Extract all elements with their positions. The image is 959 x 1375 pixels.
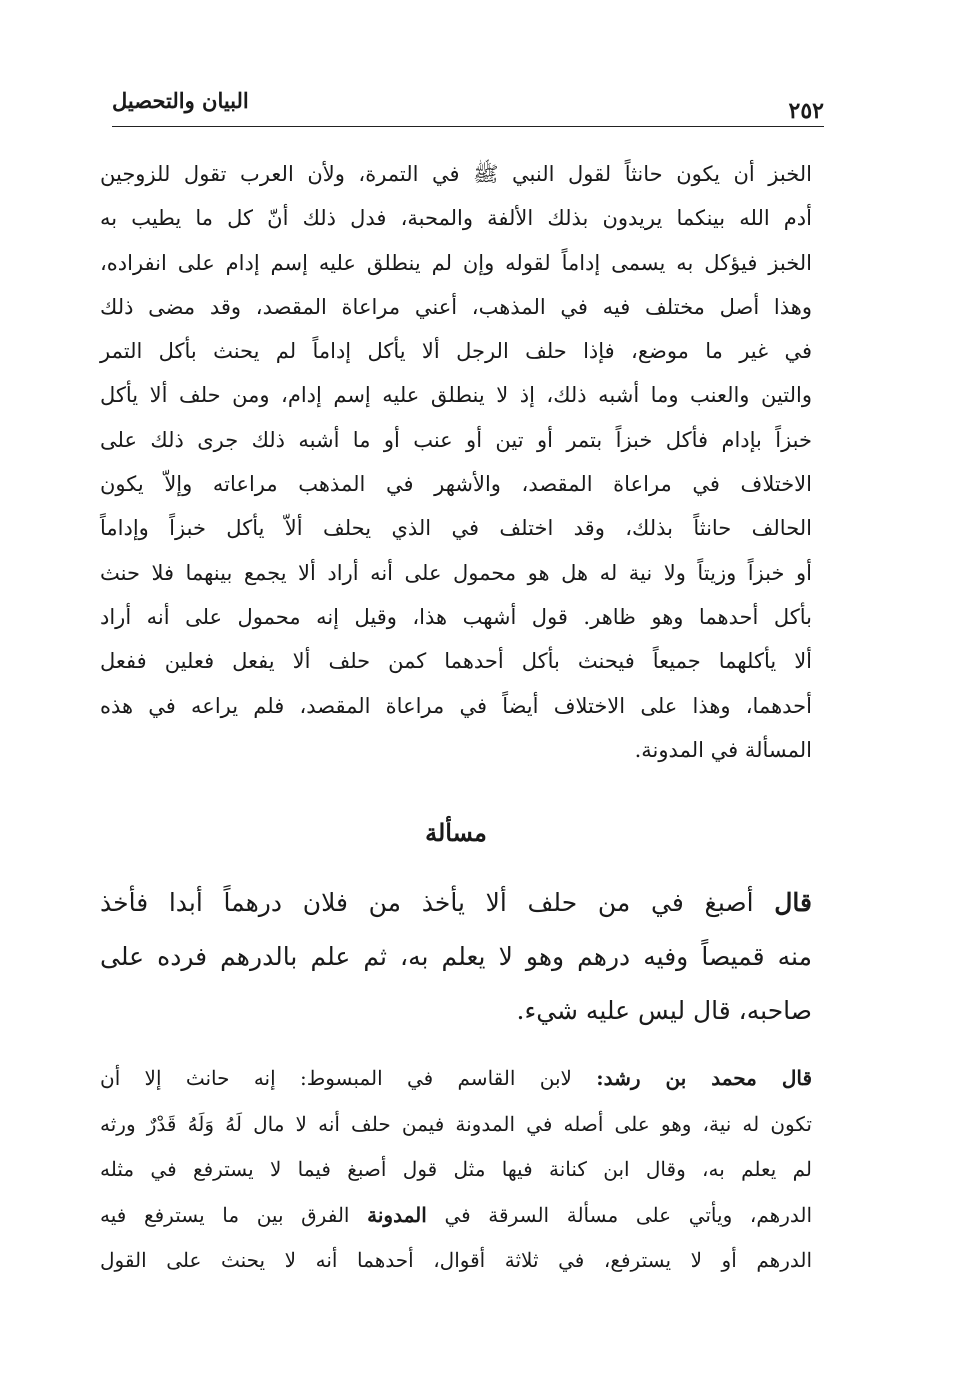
text-line: الخبز أن يكون حانثاً لقول النبي ﷺ في التمرة، ولأن العرب تقول للزوجين [100,162,812,186]
running-header [112,82,824,127]
page-number: ٢٥٢ [788,98,824,124]
text-line: بأكل أحدهما وهو ظاهر. قول أشهب هذا، وقيل إنه محمول على أنه أراد [100,604,812,629]
text-line: الحالف حانثاً بذلك، وقد اختلف في الذي يحلف ألاّ يأكل خبزاً وإداماً [100,516,812,541]
text-line: الاختلاف في مراعاة المقصد، والأشهر في المذهب مراعاته وإلاّ يكون [100,472,812,497]
line-text: الفرق بين ما يسترفع فيه [100,1202,350,1227]
section-heading: مسألة [425,818,487,847]
text-line: خبزاً بإدام فأكل خبزاً بتمر أو تين أو عنب أو ما أشبه ذلك جرى ذلك على [100,427,812,452]
text-line: أو خبزاً وزيتاً ولا نية له هل هو محمول على أنه أراد ألا يجمع بينهما فلا حنث [100,560,812,585]
main-paragraph [100,152,812,772]
text-line: تكون له نية، وهو على أصله في المدونة فيمن حلف أنه لا مال لَهُ وَلَهُ قَدْرٌ ورثه [100,1111,812,1136]
text-line [100,1193,812,1239]
text-line: الخبز فيؤكل به يسمى إداماً لقوله وإن لم ينطلق عليه إسم إدام على انفراده، [100,250,812,275]
question-paragraph [100,876,812,1038]
text-line: الدرهم أو لا يسترفع، في ثلاثة أقوال، أحدهما أنه لا يحنث على القول [100,1248,812,1272]
text-line: والتين والعنب وما أشبه ذلك، إذ لا ينطلق عليه إسم إدام، ومن حلف ألا يأكل [100,383,812,408]
lead-phrase: قال محمد بن رشد: [596,1066,813,1090]
line-text: أصبغ في من حلف ألا يأخذ من فلان درهماً أبدا فأخذ [100,888,754,917]
text-line: أحدهما، وهذا على الاختلاف أيضاً في مراعاة المقصد، فلم يراعه في هذه [100,693,812,718]
line-text: لابن القاسم في المبسوط: إنه حانث إلا أن [100,1066,572,1090]
text-line: لم يعلم به، وقال ابن كنانة فيها مثل قول أصبغ فيما لا يسترفع في مثله [100,1157,812,1181]
emphasized-word: المدونة [367,1202,427,1227]
text-line: منه قميصاً وفيه درهم وهو لا يعلم به، ثم علم بالدرهم فرده على [100,942,812,971]
text-line: وهذا أصل مختلف فيه في المذهب، أعني مراعاة المقصد، وقد مضى ذلك [100,294,812,319]
text-line: صاحبه، قال ليس عليه شيء. [516,996,812,1025]
text-line [100,1056,812,1102]
text-line: المسألة في المدونة. [634,737,812,762]
running-title: البيان والتحصيل [112,88,249,113]
text-line: ألا يأكلهما جميعاً فيحنث بأكل أحدهما كمن حلف ألا يفعل فعلين ففعل [100,649,812,674]
text-line: أدم الله بينكما يريدون بذلك الألفة والمحبة، فدل ذلك أنّ كل ما يطيب به [100,206,812,231]
answer-paragraph [100,1056,812,1284]
line-text: الدرهم، ويأتي على مسألة السرقة في [444,1202,812,1227]
lead-word: قال [774,888,812,917]
text-line [100,876,812,930]
text-line: في غير ما موضع، فإذا حلف الرجل ألا يأكل إداماً لم يحنث بأكل التمر [100,339,812,364]
